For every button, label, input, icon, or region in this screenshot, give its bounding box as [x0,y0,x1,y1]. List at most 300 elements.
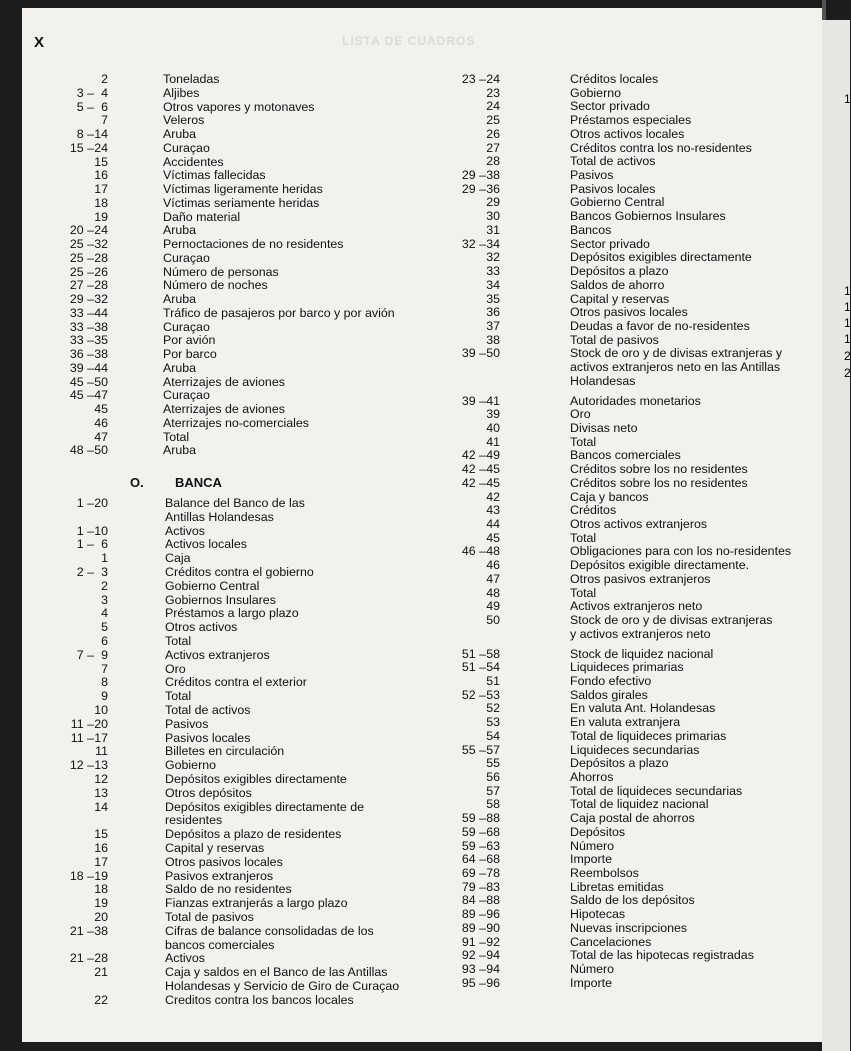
table-number: 10 [94,523,108,538]
table-number: 90 [486,920,500,935]
entry-title: Total de pasivos [165,910,254,924]
table-number: 58 [486,797,500,812]
range-start: 21 – [69,951,94,966]
entry-title: Número [570,838,615,853]
table-number: 25 [486,113,500,128]
entry-title: Créditos contra los no-residentes [570,140,752,155]
list-item [22,531,822,545]
table-number: 43 [486,503,500,518]
table-number: 48 [486,544,500,559]
table-number: 17 [94,182,108,196]
entry-title: Depósitos [570,824,626,839]
table-number: 17 [94,854,108,869]
list-item [22,360,822,374]
range-start: 95 – [461,975,486,990]
table-number: 94 [486,948,500,963]
table-number: 22 [94,992,108,1007]
table-number: 4 [101,85,108,100]
range-start: 21 – [69,923,94,938]
entry-title: Víctimas ligeramente heridas [163,182,323,196]
table-number: 41 [486,434,500,449]
list-item [22,674,822,688]
table-number: 26 [94,264,108,279]
list-item [22,374,822,388]
table-number: 40 [486,421,500,435]
entry-title: residentes [165,813,223,828]
list-item [22,586,822,600]
entry-title: Cancelaciones [570,934,652,949]
table-number: 50 [94,443,108,458]
table-number: 20 [94,496,108,510]
table-number: 3 [101,565,108,579]
entry-title: Créditos contra el gobierno [165,565,314,579]
edge-number: 1 [844,284,851,298]
entry-title: Depósitos exigibles directamente [165,772,347,786]
table-number: 24 [486,72,500,86]
entry-title: Por avión [163,333,216,348]
entry-title: Total de las hipotecas registradas [570,948,754,963]
entry-title: Aterrizajes de aviones [163,374,285,389]
entry-title: Gobierno Central [570,195,665,210]
range-start: 55 – [461,742,486,757]
range-start: 3 – [76,85,94,100]
list-item [22,86,822,100]
table-number: 7 [101,113,108,128]
table-number: 4 [101,606,108,621]
list-item [22,113,822,127]
entry-title: Gobiernos Insulares [165,592,276,607]
entry-title: Aruba [163,223,197,238]
list-item [22,544,822,558]
table-number: 47 [94,388,108,403]
entry-title: Ahorros [570,770,614,784]
range-start: 59 – [461,824,486,839]
range-start: 36 – [69,347,94,361]
entry-title: bancos comerciales [165,937,275,952]
table-number: 88 [486,811,500,826]
entry-title: Depósitos a plazo [570,756,669,771]
list-item [22,141,822,155]
section-letter: O. [130,475,144,490]
list-item [22,756,822,773]
entry-title: Aruba [163,127,197,141]
list-item [22,688,822,702]
list-item [22,729,822,743]
range-start: 92 – [461,948,486,963]
entry-title: Otros pasivos locales [570,305,688,320]
table-number: 54 [486,660,500,675]
range-start: 42 – [461,448,486,463]
list-item [22,421,822,435]
entry-title: Créditos sobre los no residentes [570,462,748,477]
table-number: 15 [94,154,108,169]
table-number: 20 [94,910,108,924]
edge-number: 1 [844,92,851,106]
entry-title: Gobierno [570,85,621,100]
table-number: 2 [101,578,108,593]
entry-title: Tráfico de pasajeros por barco y por avión [163,305,395,320]
list-item [22,250,822,264]
range-start: 84 – [461,893,486,908]
list-item [22,811,822,828]
entry-title: Créditos contra el exterior [165,675,307,690]
entry-title: Activos [165,523,205,538]
table-number: 41 [486,393,500,408]
range-start: 25 – [69,250,94,265]
range-start: 39 – [461,346,486,361]
range-start: 25 – [69,264,94,279]
table-number: 38 [94,923,108,938]
table-number: 32 [486,250,500,265]
edge-number: 1 [844,316,851,330]
range-start: 1 – [76,537,94,552]
list-item [22,346,822,360]
table-number: 37 [486,318,500,333]
range-start: 11 – [70,730,94,745]
list-item [22,770,822,784]
entry-title: Otros depósitos [165,785,252,800]
table-number: 53 [486,687,500,702]
range-start: 29 – [461,181,486,196]
list-item [22,879,822,897]
entry-title: Caja postal de ahorros [570,811,695,826]
list-item [22,223,822,237]
range-start: 32 – [461,236,486,251]
range-start: 79 – [461,879,486,894]
range-start: 52 – [461,687,486,702]
table-number: 36 [486,305,500,320]
table-number: 94 [486,962,500,977]
table-number: 29 [486,195,500,210]
list-item [22,237,822,251]
list-item [22,715,822,729]
table-number: 51 [486,673,500,688]
table-number: 42 [486,489,500,504]
table-number: 63 [486,838,500,853]
entry-title: Víctimas fallecidas [163,168,266,183]
table-number: 49 [486,599,500,614]
table-number: 24 [94,223,108,238]
entry-title: Accidentes [163,154,224,169]
list-item [22,921,822,935]
range-start: 20 – [69,223,94,238]
list-item [22,168,822,182]
entry-title: Número de noches [163,278,268,293]
entry-title: Holandesas [570,373,636,388]
range-start: 29 – [461,168,486,183]
range-start: 48 – [69,443,94,458]
table-number: 45 [486,462,500,477]
entry-title: En valuta Ant. Holandesas [570,701,716,716]
table-number: 28 [94,278,108,293]
list-item [22,305,822,319]
range-start: 8 – [76,127,94,141]
table-number: 26 [486,126,500,141]
list-item [22,599,822,613]
range-start: 45 – [69,388,94,403]
list-item [22,935,822,949]
entry-title: Activos locales [165,537,247,552]
entry-title: Otros pasivos extranjeros [570,571,711,586]
list-item [22,647,822,661]
table-number: 44 [94,360,108,375]
entry-title: Depósitos exigibles directamente [570,250,752,265]
entry-title: Oro [165,661,186,676]
list-item [22,127,822,141]
entry-title: Depósitos a plazo de residentes [165,827,342,842]
table-number: 32 [94,292,108,306]
list-item [22,948,822,962]
table-number: 16 [94,168,108,183]
table-number: 28 [94,250,108,265]
table-number: 45 [486,530,500,545]
entry-title: Préstamos a largo plazo [165,606,299,621]
edge-number: 2 [844,349,851,363]
entry-title: Total de pasivos [570,332,659,347]
entry-title: Holandesas y Servicio de Giro de Curaçao [165,979,400,993]
table-number: 13 [94,785,108,800]
entry-title: Otros activos extranjeros [570,517,708,532]
entry-title: Balance del Banco de las [165,496,305,510]
range-start: 12 – [69,758,94,773]
entry-title: Total [165,634,192,648]
entry-title: Toneladas [163,72,220,86]
table-number: 6 [101,99,108,114]
table-number: 83 [486,879,500,894]
entry-title: Stock de oro y de divisas extranjeras y [570,346,783,361]
entry-title: Total de activos [165,703,251,717]
document-page [22,8,822,1042]
table-number: 68 [486,852,500,867]
edge-number: 1 [844,332,851,346]
list-item [22,839,822,853]
entry-title: Saldo de los depósitos [570,893,695,908]
table-number: 9 [101,647,108,662]
entry-title: Sector privado [570,99,650,114]
list-item [22,99,822,113]
range-start: 23 – [461,72,486,86]
range-start: 46 – [461,544,486,559]
table-number: 55 [486,756,500,771]
entry-title: Total [570,530,597,545]
table-number: 96 [486,975,500,990]
entry-title: Liquideces secundarias [570,742,700,757]
entry-title: Total [570,434,597,449]
table-number: 68 [486,824,500,839]
range-start: 93 – [461,962,486,977]
table-number: 23 [486,85,500,100]
entry-title: Activos extranjeros neto [570,599,703,614]
entry-title: Aterrizajes de aviones [163,402,285,416]
entry-title: Total [570,585,597,600]
list-item [22,490,822,504]
table-number: 21 [94,965,108,980]
list-item [22,907,822,921]
list-item [22,209,822,223]
table-number: 47 [94,429,108,444]
table-number: 9 [101,689,108,704]
table-number: 46 [486,558,500,573]
table-number: 92 [486,934,500,949]
table-number: 44 [486,517,500,532]
entry-title: Activos [165,951,205,966]
table-number: 48 [486,585,500,600]
table-number: 34 [486,236,500,251]
range-start: 39 – [69,360,94,375]
entry-title: Billetes en circulación [165,744,285,759]
entry-title: Capital y reservas [165,841,265,855]
table-number: 17 [94,730,108,745]
table-number: 44 [94,305,108,320]
entry-title: Saldos de ahorro [570,277,665,292]
bleed-through-header: LISTA DE CUADROS [342,34,476,48]
entry-title: Reembolsos [570,866,639,881]
table-number: 18 [94,882,108,897]
table-number: 31 [486,222,500,237]
entry-title: Bancos comerciales [570,448,681,463]
entry-title: Curaçao [163,388,210,403]
entry-title: Libretas emitidas [570,879,664,894]
list-item [22,394,822,408]
table-number: 3 [101,592,108,607]
entry-title: Stock de oro y de divisas extranjeras [570,613,773,628]
entry-title: Pernoctaciones de no residentes [163,237,344,251]
table-number: 52 [486,701,500,716]
table-number: 58 [486,646,500,661]
list-item [22,784,822,798]
table-number: 39 [486,407,500,422]
range-start: 64 – [461,852,486,867]
entry-title: Sector privado [570,236,650,251]
entry-title: Otros vapores y motonaves [163,99,315,114]
entry-title: Pasivos [570,168,614,183]
list-item [22,278,822,292]
table-number: 13 [94,758,108,773]
entry-title: Total de liquideces secundarias [570,783,743,798]
entry-title: Caja y bancos [570,489,649,504]
table-number: 38 [94,347,108,361]
entry-title: Aterrizajes no-comerciales [163,415,309,430]
next-page-edge [822,20,850,1051]
entry-title: Otros activos locales [570,126,685,141]
range-start: 69 – [461,866,486,881]
range-start: 1 – [76,523,94,538]
entry-title: Gobierno Central [165,578,260,593]
table-number: 14 [94,799,108,814]
range-start: 29 – [69,292,94,306]
list-item [22,264,822,278]
entry-title: Importe [570,852,613,867]
table-number: 45 [486,475,500,490]
table-number: 19 [94,868,108,883]
list-item [22,962,822,976]
entry-title: Activos extranjeros [165,647,270,662]
entry-title: Número [570,962,615,977]
entry-title: Curaçao [163,140,210,155]
table-number: 18 [94,195,108,210]
entry-title: Stock de liquidez nacional [570,646,714,661]
entry-title: Total de liquidez nacional [570,797,709,812]
range-start: 18 – [69,868,94,883]
table-number: 27 [486,140,500,155]
list-item [22,743,822,757]
entry-title: Liquideces primarias [570,660,684,675]
entry-title: Por barco [163,347,217,361]
range-start: 42 – [461,475,486,490]
entry-title: Nuevas inscripciones [570,920,688,935]
table-number: 28 [94,951,108,966]
entry-title: Aruba [163,443,197,458]
table-number: 57 [486,742,500,757]
entry-title: Caja [165,551,191,566]
list-item [22,572,822,586]
table-number: 38 [486,168,500,183]
table-number: 32 [94,237,108,251]
entry-title: Otros pasivos locales [165,854,283,869]
table-number: 10 [94,703,108,717]
entry-title: Autoridades monetarios [570,393,701,408]
list-item [22,627,822,641]
entry-title: Pasivos extranjeros [165,868,274,883]
range-start: 15 – [69,140,94,155]
table-number: 38 [486,332,500,347]
list-item [22,824,822,842]
range-start: 45 – [69,374,94,389]
entry-title: Total [165,689,192,704]
table-number: 46 [94,415,108,430]
range-start: 89 – [461,907,486,922]
table-number: 6 [101,634,108,648]
entry-title: Saldos girales [570,687,648,702]
entry-title: Antillas Holandesas [165,509,274,524]
range-start: 42 – [461,462,486,477]
table-number: 50 [486,613,500,628]
list-item [22,613,822,627]
entry-title: Bancos Gobiernos Insulares [570,209,726,224]
table-number: 19 [94,209,108,224]
range-start: 33 – [69,319,94,334]
table-number: 88 [486,893,500,908]
range-start: 51 – [461,660,486,675]
entry-title: Pasivos locales [165,730,251,745]
range-start: 39 – [461,393,486,408]
range-start: 91 – [461,934,486,949]
entry-title: Gobierno [165,758,216,773]
table-number: 36 [486,181,500,196]
table-number: 33 [486,264,500,279]
entry-title: Total de activos [570,154,656,169]
list-item [22,701,822,715]
list-item [22,797,822,811]
table-number: 16 [94,841,108,855]
entry-title: Pasivos locales [570,181,656,196]
page-number: X [34,34,45,51]
entry-title: Aruba [163,292,197,306]
table-number: 56 [486,770,500,784]
range-start: 59 – [461,838,486,853]
section-title: BANCA [174,475,222,490]
table-number: 35 [486,291,500,306]
table-number: 45 [94,402,108,416]
range-start: 25 – [69,237,94,251]
list-item [22,435,822,449]
list-item [22,195,822,209]
entry-title: Depósitos exigible directamente. [570,558,750,573]
range-start: 33 – [69,305,94,320]
list-item [22,866,822,880]
entry-title: Bancos [570,222,612,237]
table-number: 34 [486,277,500,292]
